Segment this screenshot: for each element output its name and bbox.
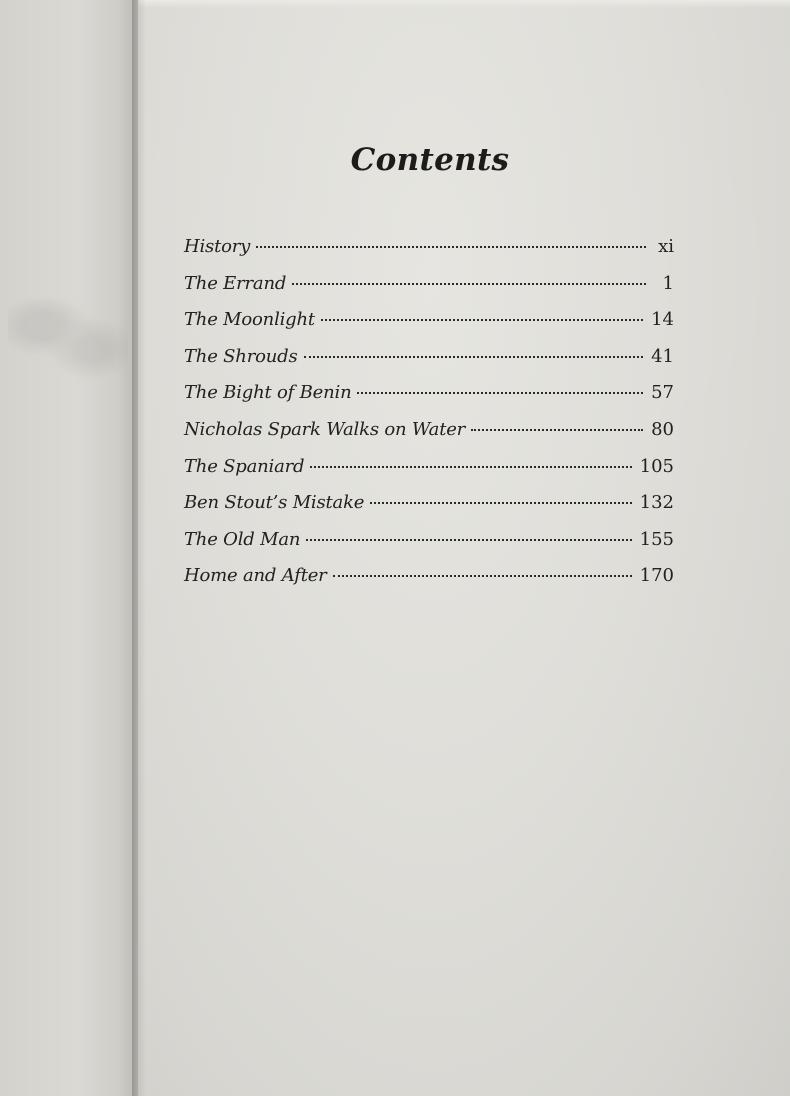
toc-entry-title: Ben Stout’s Mistake xyxy=(184,492,365,514)
toc-entry-title: The Shrouds xyxy=(184,345,298,367)
toc-entry-page: 41 xyxy=(651,345,674,367)
toc-entry-page: 155 xyxy=(639,528,674,550)
toc-entry-page: 132 xyxy=(639,492,674,514)
toc-entry-page: 105 xyxy=(639,455,674,477)
toc-entry xyxy=(184,273,674,310)
dot-leader xyxy=(357,392,643,394)
toc-entry-title: Nicholas Spark Walks on Water xyxy=(184,418,466,440)
toc-entry-title: The Errand xyxy=(184,272,287,294)
toc-entry xyxy=(184,309,674,346)
toc-entry-page: 14 xyxy=(651,309,674,331)
left-page xyxy=(0,0,138,1096)
toc-entry-title: The Bight of Benin xyxy=(184,382,352,404)
dot-leader xyxy=(310,466,631,468)
toc-entry-title: The Moonlight xyxy=(184,309,315,331)
toc-entry-title: Home and After xyxy=(184,565,327,587)
page-title: Contents xyxy=(350,142,510,178)
toc-entry xyxy=(184,492,674,529)
dot-leader xyxy=(321,319,643,321)
toc-entry xyxy=(184,419,674,456)
toc-entry-page: xi xyxy=(658,236,674,257)
toc-entry xyxy=(184,382,674,419)
dot-leader xyxy=(256,246,646,248)
dot-leader xyxy=(292,283,646,285)
dot-leader xyxy=(306,539,631,541)
page-top-edge xyxy=(138,0,790,8)
toc-entry-title: The Spaniard xyxy=(184,455,305,477)
toc-entry xyxy=(184,456,674,493)
toc-entry xyxy=(184,529,674,566)
dot-leader xyxy=(370,502,631,504)
toc-entry-page: 170 xyxy=(639,565,674,587)
toc-entry xyxy=(184,565,674,602)
table-of-contents xyxy=(184,236,674,602)
dot-leader xyxy=(333,575,632,577)
toc-entry-title: History xyxy=(184,236,251,257)
show-through-ink xyxy=(8,290,128,380)
toc-entry-page: 1 xyxy=(662,272,674,294)
toc-entry xyxy=(184,346,674,383)
dot-leader xyxy=(471,429,643,431)
toc-entry-page: 57 xyxy=(651,382,674,404)
toc-entry-page: 80 xyxy=(651,418,674,440)
toc-entry xyxy=(184,236,674,273)
dot-leader xyxy=(304,356,644,358)
toc-entry-title: The Old Man xyxy=(184,528,301,550)
